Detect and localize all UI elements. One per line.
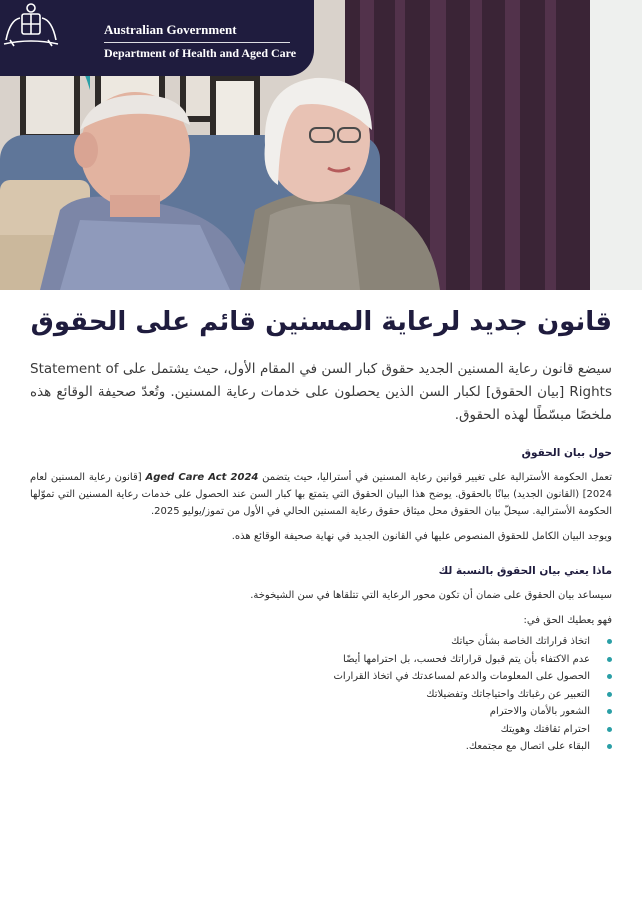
section-heading-meaning: ماذا يعني بيان الحقوق بالنسبة لك: [438, 565, 612, 577]
bullet-dot-icon: [607, 709, 612, 714]
government-header-badge: [0, 0, 314, 76]
document-body: [30, 292, 612, 756]
intro-english-term: Statement of Rights: [30, 361, 612, 400]
list-item-text: التعبير عن رغباتك واحتياجاتك وتفضيلاتك: [426, 688, 590, 700]
header-divider: [104, 42, 290, 43]
about-paragraph-2: ويوجد البيان الكامل للحقوق المنصوص عليها في القانون الجديد في نهاية صحيفة الوقائع هذه.: [231, 531, 612, 542]
page-title: قانون جديد لرعاية المسنين قائم على الحقوق: [30, 307, 612, 337]
bullet-dot-icon: [607, 727, 612, 732]
list-item: [30, 738, 612, 756]
intro-part3: وتُعدّ صحيفة الوقائع هذه ملخصًا مبسّطًا لهذه الحقوق.: [30, 384, 612, 423]
list-item-text: الشعور بالأمان والاحترام: [489, 706, 590, 717]
section-heading-about: حول بيان الحقوق: [521, 447, 612, 459]
intro-part2: [بيان الحقوق] لكبار السن الذين يحصلون على خدمات رعاية المسنين.: [170, 384, 565, 400]
bullet-dot-icon: [607, 657, 612, 662]
list-item: [30, 633, 612, 651]
government-name: Australian Government: [104, 22, 237, 37]
about-paragraph-1: [30, 469, 612, 520]
list-item: [30, 651, 612, 669]
list-item-text: البقاء على اتصال مع مجتمعك.: [465, 741, 590, 752]
list-item-text: اتخاذ قراراتك الخاصة بشأن حياتك: [451, 636, 590, 647]
about-p1-end: [قانون رعاية المسنين لعام 2024] (القانون الجديد) بيانًا بالحقوق. يوضح هذا البيان الحقوق التي يتمتع بها كبار السن عند الحصول على خدمات رعاية المسنين التي تموّلها الحكومة الأسترالية. سيحلّ بيان الحقوق محل ميثاق حقوق رعاية المسنين الحالي في الأول من تموز/يوليو 2025.: [30, 472, 612, 517]
intro-paragraph: [30, 358, 612, 427]
about-p1-start: تعمل الحكومة الأسترالية على تغيير قوانين رعاية المسنين في أستراليا، حيث يتضمن: [262, 472, 612, 483]
meaning-paragraph-2: فهو يعطيك الحق في:: [523, 615, 612, 626]
meaning-paragraph-1: سيساعد بيان الحقوق على ضمان أن تكون محور الرعاية التي تتلقاها في سن الشيخوخة.: [250, 590, 612, 601]
bullet-dot-icon: [607, 692, 612, 697]
list-item: [30, 668, 612, 686]
list-item-text: الحصول على المعلومات والدعم لمساعدتك في اتخاذ القرارات: [333, 671, 590, 682]
bullet-dot-icon: [607, 674, 612, 679]
rights-list: [30, 633, 612, 756]
aged-care-act-title: Aged Care Act 2024: [145, 472, 259, 483]
list-item-text: عدم الاكتفاء بأن يتم قبول قراراتك فحسب، بل احترامها أيضًا: [343, 653, 590, 665]
list-item-text: احترام ثقافتك وهويتك: [500, 723, 590, 735]
bullet-dot-icon: [607, 744, 612, 749]
bullet-dot-icon: [607, 639, 612, 644]
hero-photo: [0, 0, 642, 290]
list-item: [30, 703, 612, 721]
list-item: [30, 721, 612, 739]
intro-part1: سيضع قانون رعاية المسنين الجديد حقوق كبار السن في المقام الأول، حيث يشتمل على: [122, 361, 612, 377]
department-name: Department of Health and Aged Care: [104, 46, 297, 60]
coat-of-arms-icon: [0, 0, 62, 50]
list-item: [30, 686, 612, 704]
